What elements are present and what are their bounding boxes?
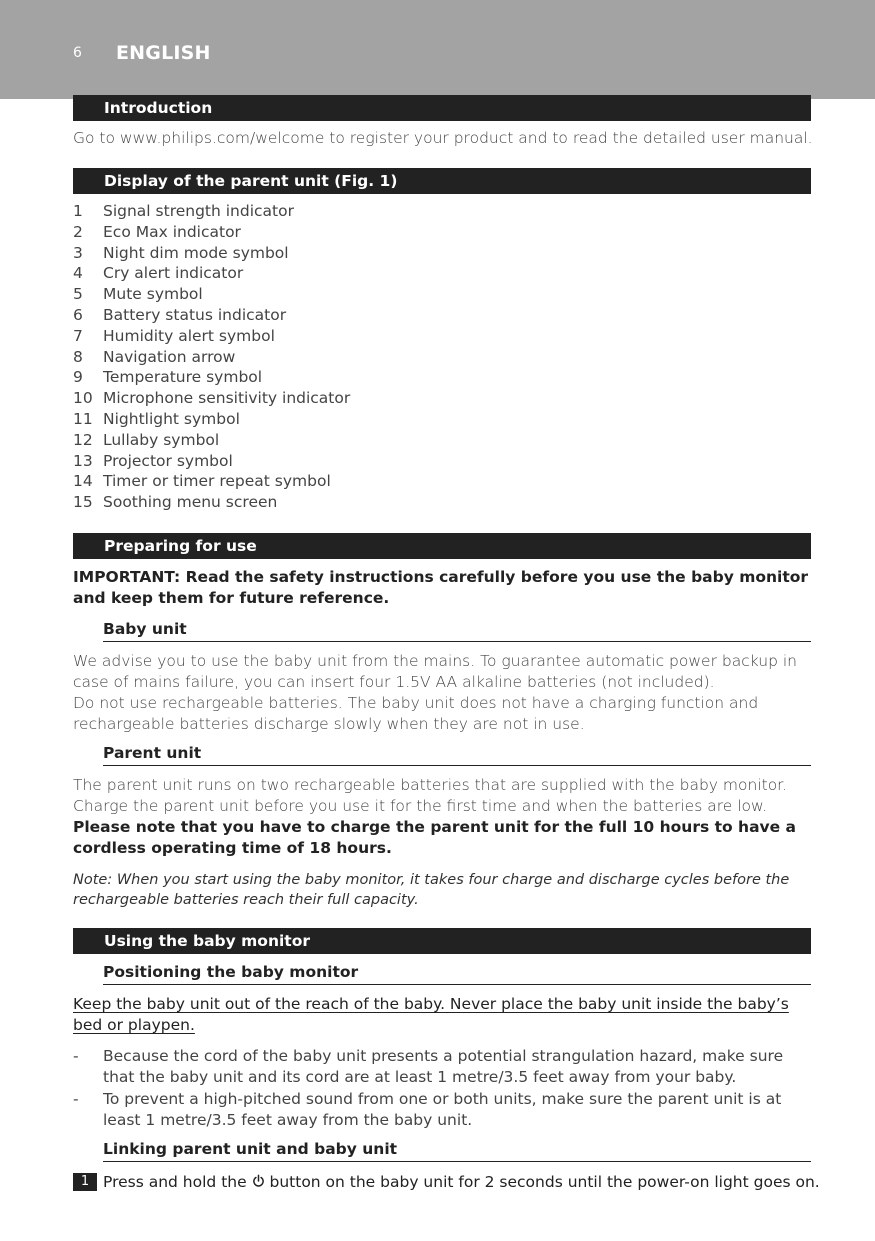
list-item-number: 3: [73, 243, 83, 262]
list-item-number: 11: [73, 409, 93, 428]
display-list-item: [73, 367, 673, 388]
step-text-after: button on the baby unit for 2 seconds until the power-on light goes on.: [269, 1173, 820, 1191]
bullet-text: Because the cord of the baby unit presents a potential strangulation hazard, make sure that the baby unit and its cord are at least 1 metre/3.5 feet away from your baby.: [103, 1047, 784, 1086]
bullet-dash: -: [73, 1047, 79, 1065]
display-list-item: [73, 222, 673, 243]
display-items-list: [73, 201, 673, 513]
baby-unit-text-2: Do not use rechargeable batteries. The baby unit does not have a charging function and rechargeable batteries discharge slowly when they are not in use.: [73, 694, 759, 733]
list-item-label: Soothing menu screen: [103, 493, 278, 512]
positioning-warning: Keep the baby unit out of the reach of the baby. Never place the baby unit inside the baby’s bed or playpen.: [73, 995, 789, 1034]
list-item-number: 4: [73, 264, 83, 283]
subheading-positioning: Positioning the baby monitor: [103, 963, 811, 985]
list-item-label: Mute symbol: [103, 285, 203, 304]
list-item-number: 12: [73, 430, 93, 449]
section-header-using: Using the baby monitor: [73, 928, 811, 954]
subheading-baby-unit: Baby unit: [103, 620, 811, 642]
list-item-label: Navigation arrow: [103, 347, 236, 366]
display-list-item: [73, 201, 673, 222]
list-item-label: Lullaby symbol: [103, 430, 220, 449]
step-1: [73, 1171, 833, 1193]
parent-unit-charge-notice: Please note that you have to charge the parent unit for the full 10 hours to have a cordless operating time of 18 hours.: [73, 818, 797, 857]
list-item-label: Microphone sensitivity indicator: [103, 389, 351, 408]
list-item-number: 5: [73, 285, 83, 304]
list-item-number: 13: [73, 451, 93, 470]
parent-unit-note: Note: When you start using the baby monitor, it takes four charge and discharge cycles before the rechargeable batteries reach their full capacity.: [73, 872, 790, 908]
page-number: 6: [73, 45, 82, 61]
display-list-item: [73, 451, 673, 472]
introduction-text: Go to www.philips.com/welcome to register your product and to read the detailed user manual.: [73, 129, 813, 147]
section-header-preparing: Preparing for use: [73, 533, 811, 559]
list-item-label: Humidity alert symbol: [103, 326, 275, 345]
power-icon: [252, 1174, 265, 1188]
list-item-label: Nightlight symbol: [103, 409, 240, 428]
list-item-number: 15: [73, 493, 93, 512]
display-list-item: [73, 430, 673, 451]
list-item-number: 14: [73, 472, 93, 491]
section-header-display: Display of the parent unit (Fig. 1): [73, 168, 811, 194]
list-item-number: 6: [73, 305, 83, 324]
list-item-label: Timer or timer repeat symbol: [103, 472, 331, 491]
section-header-introduction: Introduction: [73, 95, 811, 121]
display-list-item: [73, 326, 673, 347]
list-item-label: Battery status indicator: [103, 305, 287, 324]
page-header: [0, 0, 875, 99]
step-number: 1: [73, 1173, 97, 1191]
display-list-item: [73, 305, 673, 326]
bullet-text: To prevent a high-pitched sound from one or both units, make sure the parent unit is at least 1 metre/3.5 feet away from the baby unit.: [103, 1090, 782, 1129]
list-item-number: 8: [73, 347, 83, 366]
list-item-number: 7: [73, 326, 83, 345]
bullet-item: [73, 1089, 818, 1131]
list-item-label: Cry alert indicator: [103, 264, 244, 283]
bullet-item: [73, 1046, 818, 1088]
step-text-before: Press and hold the: [103, 1173, 247, 1191]
display-list-item: [73, 284, 673, 305]
display-list-item: [73, 409, 673, 430]
list-item-number: 2: [73, 222, 83, 241]
display-list-item: [73, 243, 673, 264]
list-item-label: Signal strength indicator: [103, 202, 294, 220]
language-label: ENGLISH: [116, 42, 211, 64]
bullet-dash: -: [73, 1090, 79, 1108]
list-item-label: Eco Max indicator: [103, 222, 241, 241]
display-list-item: [73, 471, 673, 492]
list-item-number: 10: [73, 389, 93, 408]
list-item-label: Night dim mode symbol: [103, 243, 289, 262]
list-item-number: 9: [73, 368, 83, 387]
display-list-item: [73, 492, 673, 513]
list-item-label: Projector symbol: [103, 451, 233, 470]
list-item-number: 1: [73, 202, 83, 220]
parent-unit-text: The parent unit runs on two rechargeable batteries that are supplied with the baby monitor. Charge the parent unit before you use it for the first time and when the batteries are low.: [73, 776, 788, 815]
subheading-parent-unit: Parent unit: [103, 744, 811, 766]
list-item-label: Temperature symbol: [103, 368, 263, 387]
baby-unit-text-1: We advise you to use the baby unit from the mains. To guarantee automatic power backup in case of mains failure, you can insert four 1.5V AA alkaline batteries (not included).: [73, 652, 797, 691]
display-list-item: [73, 263, 673, 284]
display-list-item: [73, 388, 673, 409]
subheading-linking: Linking parent unit and baby unit: [103, 1140, 811, 1162]
important-notice: IMPORTANT: Read the safety instructions carefully before you use the baby monitor and keep them for future reference.: [73, 568, 809, 607]
display-list-item: [73, 347, 673, 368]
step-text: [103, 1171, 820, 1193]
